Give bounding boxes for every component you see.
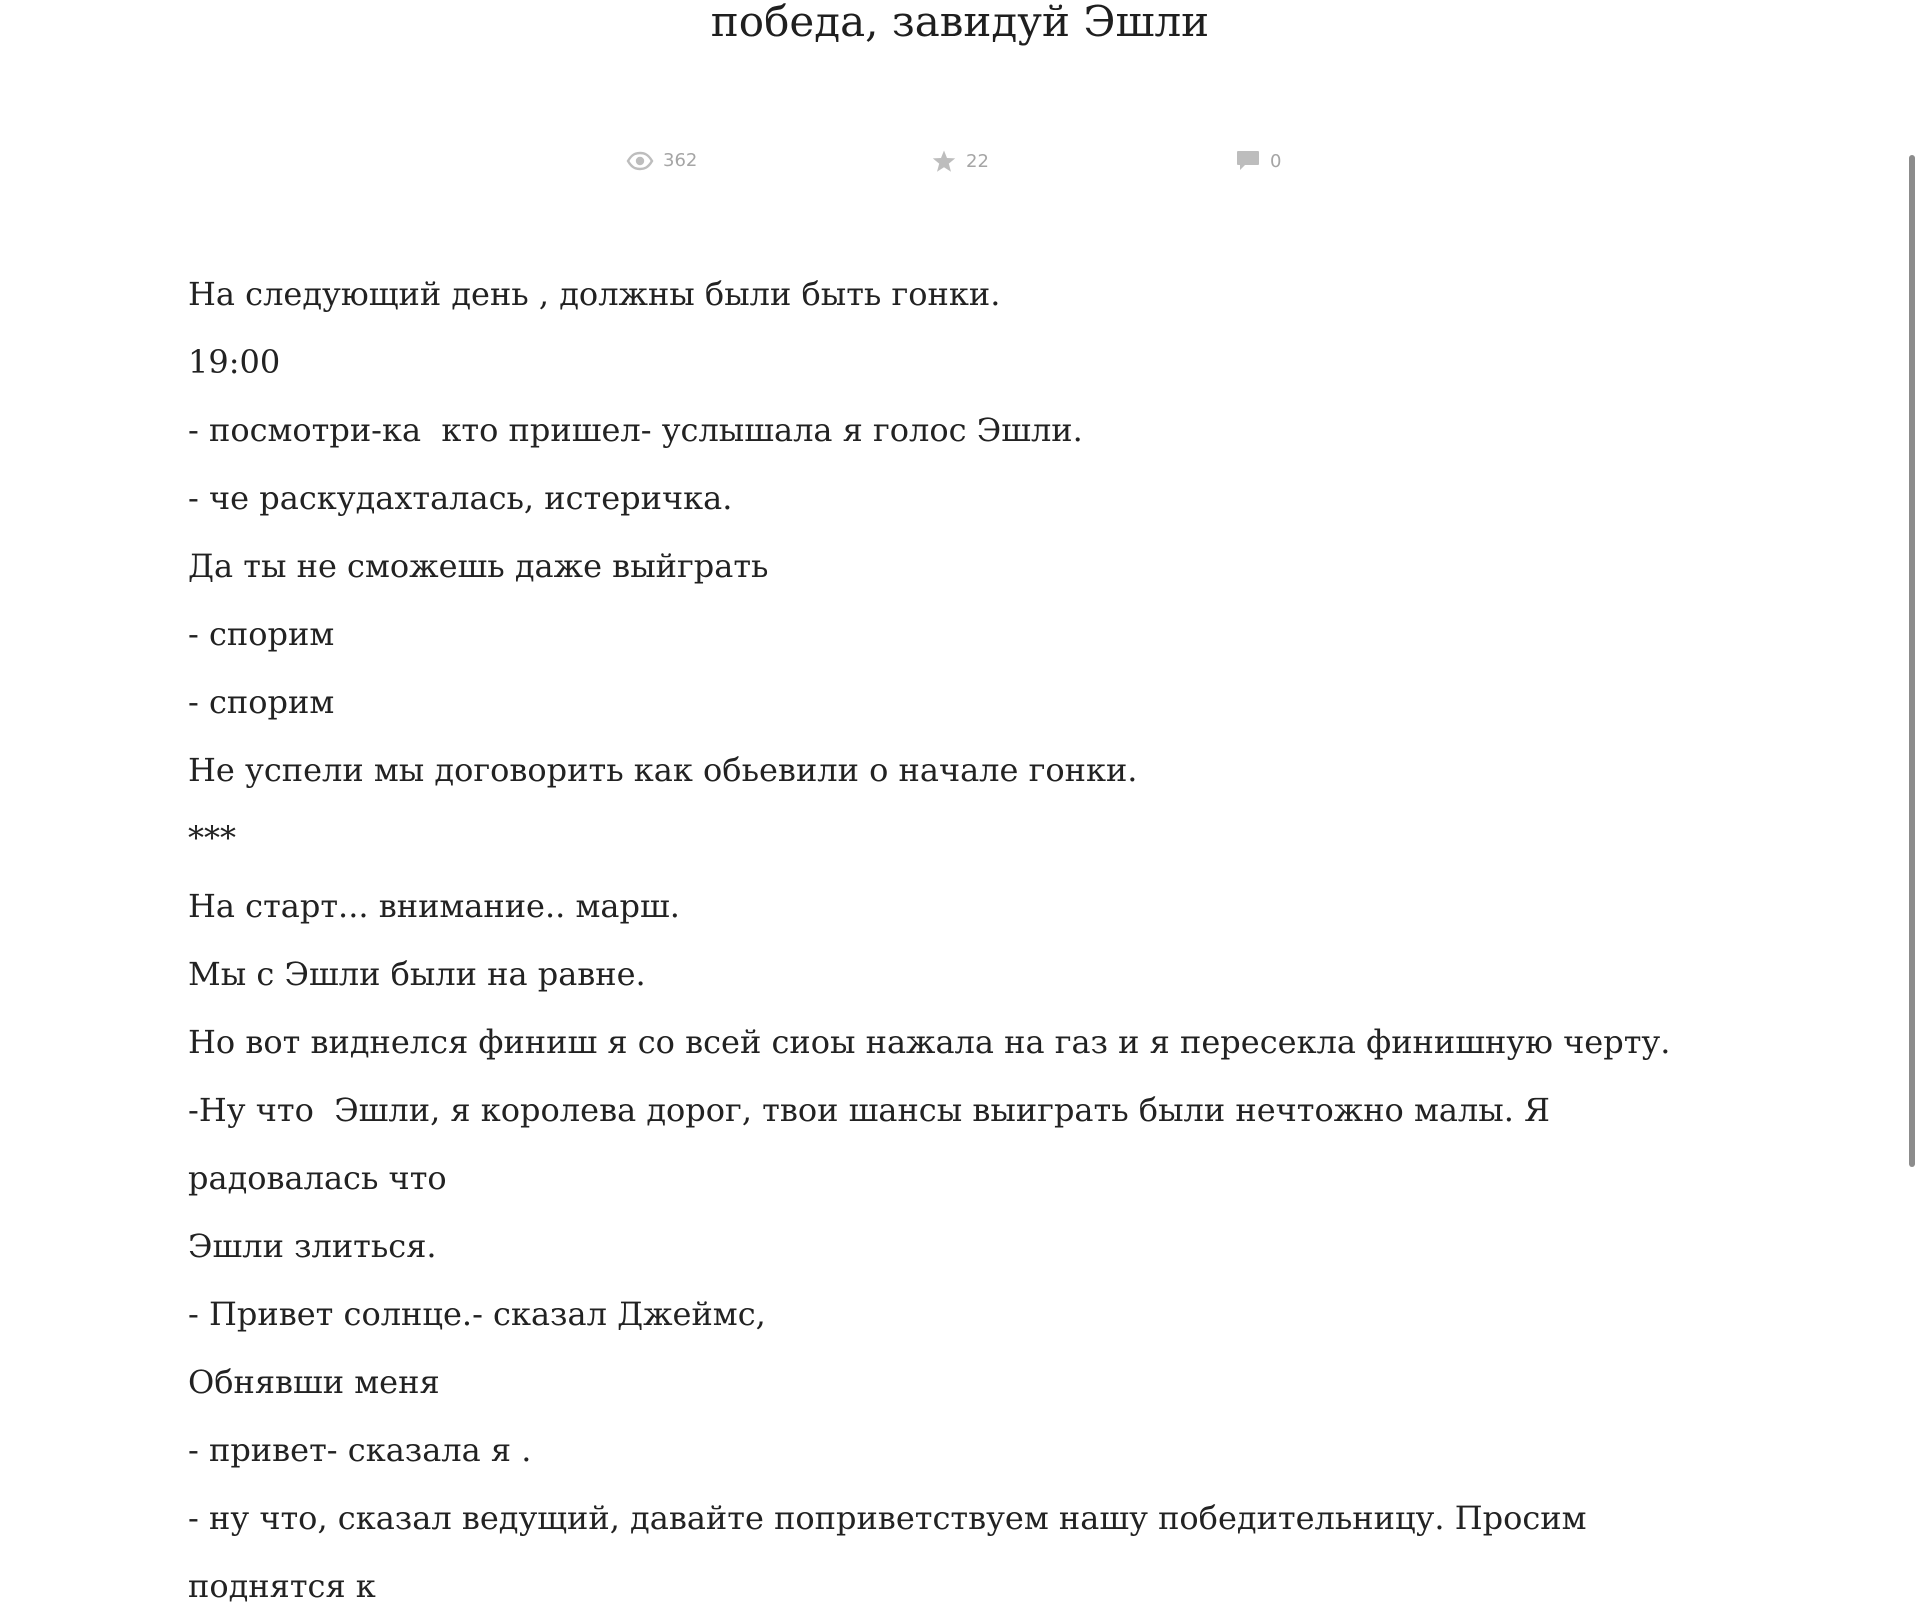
comments-count: 0 (1270, 150, 1282, 172)
views-count: 362 (663, 150, 698, 171)
paragraph: Да ты не сможешь даже выйграть (188, 547, 769, 585)
paragraph: - спорим (188, 683, 335, 721)
paragraph: - Привет солнце.- сказал Джеймс, (188, 1295, 766, 1333)
paragraph: - посмотри-ка кто пришел- услышала я голос Эшли. (188, 411, 1083, 449)
paragraph: - привет- сказала я . (188, 1431, 532, 1469)
paragraph: Не успели мы договорить как обьевили о начале гонки. (188, 751, 1138, 789)
chapter-text (188, 260, 1748, 1620)
chapter-title: победа, завидуй Эшли (710, 0, 1210, 46)
paragraph: Мы с Эшли были на равне. (188, 955, 646, 993)
paragraph: - спорим (188, 615, 335, 653)
paragraph: *** (188, 819, 236, 857)
eye-icon (627, 152, 653, 170)
scrollbar-thumb[interactable] (1909, 155, 1915, 1167)
likes-count: 22 (966, 151, 989, 172)
likes-stat (932, 150, 989, 173)
scrollbar[interactable] (1906, 0, 1920, 1440)
paragraph: 19:00 (188, 343, 281, 381)
comments-stat (1236, 150, 1281, 172)
chapter-stats (0, 150, 1920, 176)
paragraph: -Ну что Эшли, я королева дорог, твои шансы выиграть были нечтожно малы. Я радовалась что (188, 1091, 1561, 1197)
paragraph: Но вот виднелся финиш я со всей сиоы нажала на газ и я пересекла финишную черту. (188, 1023, 1671, 1061)
paragraph: На старт... внимание.. марш. (188, 887, 680, 925)
paragraph: - ну что, сказал ведущий, давайте поприветствуем нашу победительницу. Просим поднятся к (188, 1499, 1597, 1605)
paragraph: Обнявши меня (188, 1363, 440, 1401)
views-stat (627, 150, 697, 171)
paragraph: - че раскудахталась, истеричка. (188, 479, 733, 517)
paragraph: На следующий день , должны были быть гонки. (188, 275, 1001, 313)
paragraph: Эшли злиться. (188, 1227, 437, 1265)
comment-icon (1236, 150, 1260, 172)
star-icon (932, 150, 956, 173)
